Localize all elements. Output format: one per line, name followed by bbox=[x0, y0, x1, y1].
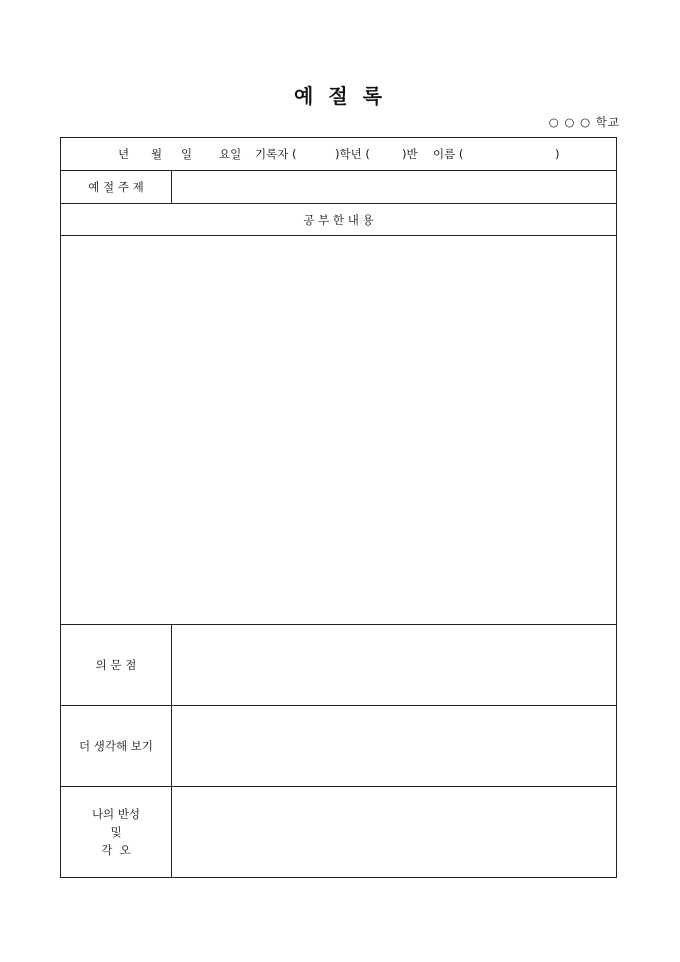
reflect-row bbox=[61, 787, 616, 877]
content-label: 공 부 한 내 용 bbox=[303, 212, 374, 227]
question-label bbox=[61, 625, 172, 705]
topic-label-text: 예 절 주 제 bbox=[88, 180, 144, 194]
month-label: 월 bbox=[151, 147, 163, 161]
day-label: 일 bbox=[181, 147, 193, 161]
think-row bbox=[61, 706, 616, 787]
topic-label bbox=[61, 171, 172, 203]
header-row bbox=[61, 138, 616, 171]
think-field[interactable] bbox=[172, 706, 616, 786]
name-label: 이름 ( bbox=[433, 147, 464, 161]
reflect-label-line3: 각 오 bbox=[101, 843, 131, 857]
reflect-label bbox=[61, 787, 172, 877]
reflect-field[interactable] bbox=[172, 787, 616, 877]
content-body bbox=[61, 236, 616, 625]
year-label: 년 bbox=[118, 147, 130, 161]
question-field[interactable] bbox=[172, 625, 616, 705]
recorder-label: 기록자 ( bbox=[255, 147, 297, 161]
topic-row bbox=[61, 171, 616, 204]
etiquette-record-form bbox=[60, 137, 617, 878]
content-field[interactable] bbox=[61, 236, 616, 624]
think-label bbox=[61, 706, 172, 786]
name-close: ) bbox=[555, 147, 560, 161]
content-header-row bbox=[61, 204, 616, 236]
class-label: )반 bbox=[402, 147, 418, 161]
question-label-text: 의 문 점 bbox=[95, 658, 137, 672]
reflect-label-line1: 나의 반성 bbox=[91, 807, 141, 821]
question-row bbox=[61, 625, 616, 706]
grade-label: )학년 ( bbox=[335, 147, 370, 161]
weekday-label: 요일 bbox=[219, 147, 242, 161]
topic-field[interactable] bbox=[172, 171, 616, 203]
school-name: ○ ○ ○ 학교 bbox=[548, 115, 620, 129]
reflect-label-line2: 및 bbox=[110, 825, 122, 839]
think-label-text: 더 생각해 보기 bbox=[79, 739, 153, 753]
page-title: 예 절 록 bbox=[294, 84, 386, 108]
